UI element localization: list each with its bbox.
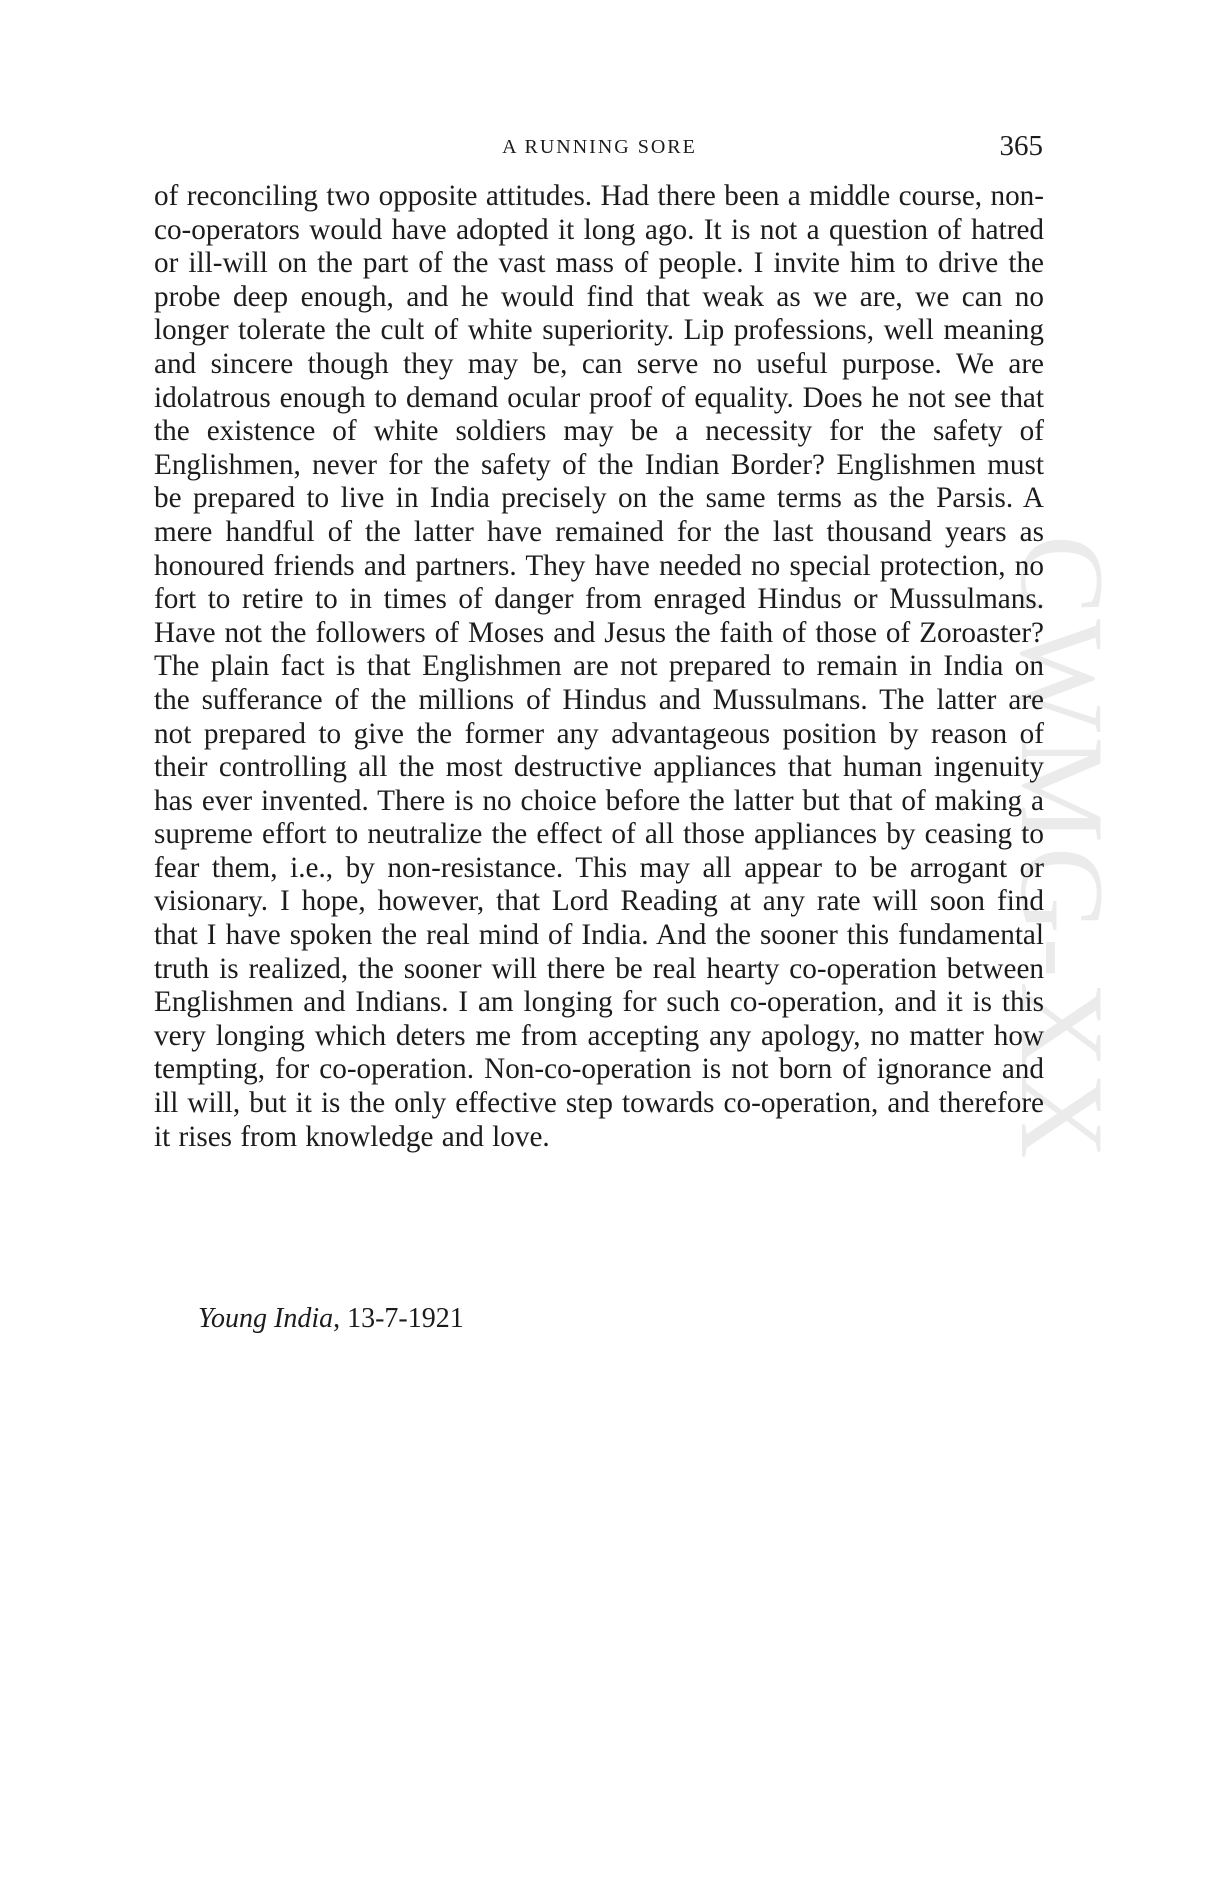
- source-date: 13-7-1921: [347, 1303, 464, 1334]
- body-paragraph: of reconciling two opposite attitudes. Had there been a middle course, non-co-operators would have adopted it long ago. It is not a question of hatred or ill-will on the part of the vast mass of people. I invite him to drive the probe deep enough, and he would find that weak as we are, we can no longer tolerate the cult of white superiority. Lip professions, well meaning and sincere though they may be, can serve no useful purpose. We are idolatrous enough to demand ocular proof of equality. Does he not see that the existence of white soldiers may be a necessity for the safety of Englishmen, never for the safety of the Indian Border? Englishmen must be prepared to live in India precisely on the same terms as the Parsis. A mere handful of the latter have remained for the last thousand years as honoured friends and partners. They have needed no special protection, no fort to retire to in times of danger from enraged Hindus or Mussulmans. Have not the followers of Moses and Jesus the faith of those of Zoroaster? The plain fact is that Englishmen are not prepared to remain in India on the sufferance of the millions of Hindus and Mussulmans. The latter are not prepared to give the former any advantageous position by reason of their controlling all the most destructive appliances that human ingenuity has ever invented. There is no choice before the latter but that of making a supreme effort to neutralize the effect of all those appliances by ceasing to fear them, i.e., by non-resistance. This may all appear to be arrogant or visionary. I hope, however, that Lord Reading at any rate will soon find that I have spoken the real mind of India. And the sooner this fundamental truth is realized, the sooner will there be real hearty co-operation between Englishmen and Indians. I am longing for such co-operation, and it is this very longing which deters me from accepting any apology, no matter how tempting, for co-operation. Non-co-operation is not born of ignorance and ill will, but it is the only effective step towards co-operation, and therefore it rises from knowledge and love.: [154, 180, 1044, 1153]
- watermark: CWMG-XX: [996, 535, 1129, 1163]
- source-citation: [198, 1302, 464, 1336]
- page-number: 365: [999, 130, 1043, 162]
- running-header: [156, 130, 1043, 166]
- source-journal: Young India: [198, 1303, 334, 1334]
- running-title: A RUNNING SORE: [502, 136, 697, 158]
- source-separator: ,: [333, 1303, 348, 1334]
